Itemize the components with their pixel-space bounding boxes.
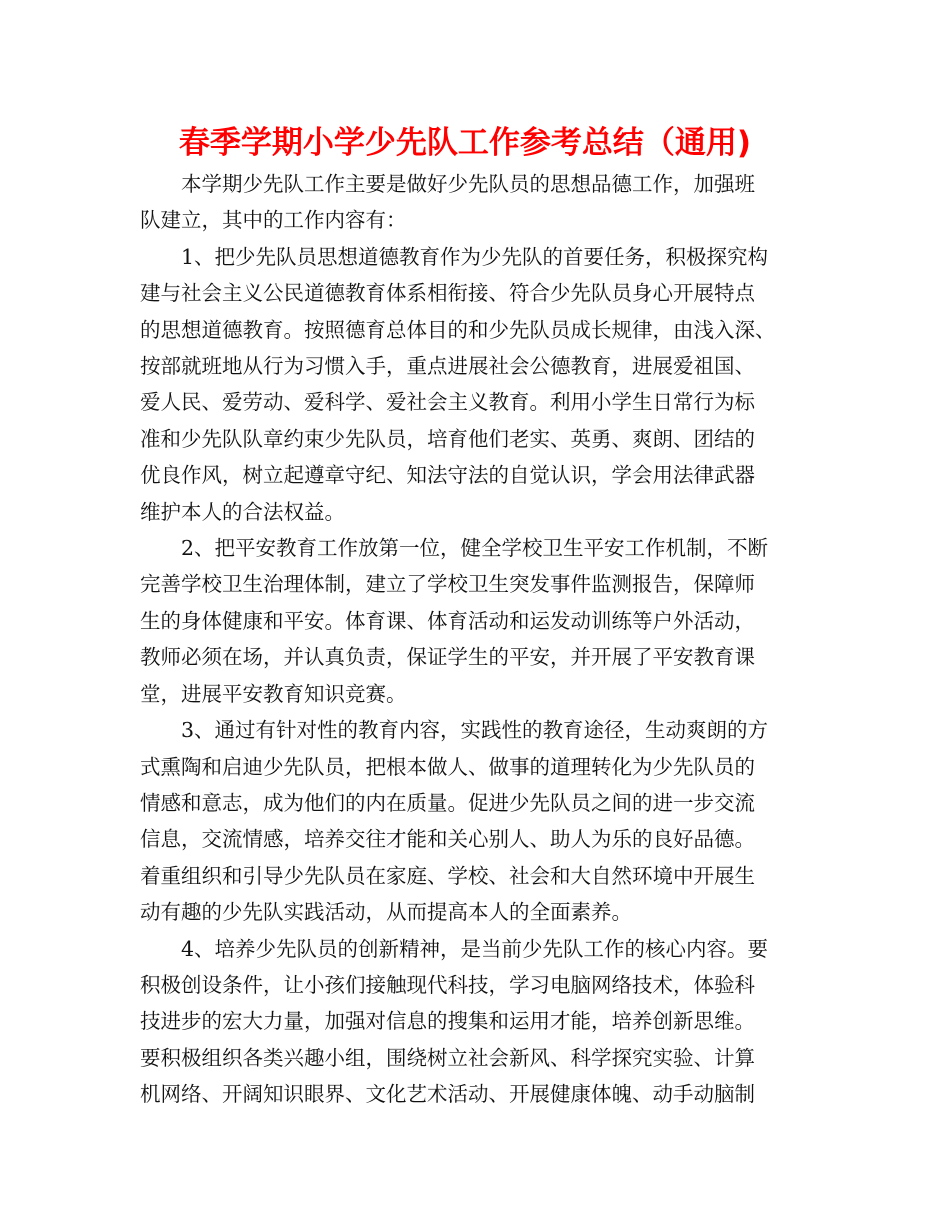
text-line: 动有趣的少先队实践活动，从而提高本人的全面素养。 [140, 900, 632, 925]
text-line: 准和少先队队章约束少先队员，培育他们老实、英勇、爽朗、团结的 [140, 426, 755, 451]
text-line: 堂，进展平安教育知识竞赛。 [140, 681, 407, 706]
text-line: 机网络、开阔知识眼界、文化艺术活动、开展健康体魄、动手动脑制 [140, 1082, 755, 1107]
text-line: 队建立，其中的工作内容有： [140, 208, 407, 233]
text-line: 爱人民、爱劳动、爱科学、爱社会主义教育。利用小学生日常行为标 [140, 390, 755, 415]
text-line: 要积极组织各类兴趣小组，围绕树立社会新风、科学探究实验、计算 [140, 1045, 755, 1070]
text-line: 2、把平安教育工作放第一位，健全学校卫生平安工作机制，不断 [181, 536, 769, 561]
paragraph-2 [140, 530, 830, 712]
text-line: 式熏陶和启迪少先队员，把根本做人、做事的道理转化为少先队员的 [140, 754, 755, 779]
text-line: 教师必须在场，并认真负责，保证学生的平安，并开展了平安教育课 [140, 645, 755, 670]
text-line: 1、把少先队员思想道德教育作为少先队的首要任务，积极探究构 [181, 244, 769, 269]
document-body [140, 166, 830, 1113]
paragraph-1 [140, 239, 830, 530]
text-line: 本学期少先队工作主要是做好少先队员的思想品德工作，加强班 [181, 172, 755, 196]
text-line: 的思想道德教育。按照德育总体目的和少先队员成长规律，由浅入深、 [140, 317, 776, 342]
paragraph-intro [140, 166, 830, 239]
text-line: 完善学校卫生治理体制，建立了学校卫生突发事件监测报告，保障师 [140, 572, 755, 597]
text-line: 按部就班地从行为习惯入手，重点进展社会公德教育，进展爱祖国、 [140, 354, 755, 379]
text-line: 情感和意志，成为他们的内在质量。促进少先队员之间的进一步交流 [140, 790, 755, 815]
paragraph-4 [140, 931, 830, 1113]
text-line: 建与社会主义公民道德教育体系相衔接、符合少先队员身心开展特点 [140, 281, 755, 306]
text-line: 优良作风，树立起遵章守纪、知法守法的自觉认识，学会用法律武器 [140, 463, 755, 488]
text-line: 4、培养少先队员的创新精神，是当前少先队工作的核心内容。要 [181, 936, 769, 961]
text-line: 生的身体健康和平安。体育课、体育活动和运发动训练等户外活动， [140, 608, 755, 633]
text-line: 技进步的宏大力量，加强对信息的搜集和运用才能，培养创新思维。 [140, 1009, 755, 1034]
paragraph-3 [140, 712, 830, 930]
text-line: 信息，交流情感，培养交往才能和关心别人、助人为乐的良好品德。 [140, 827, 755, 852]
text-line: 维护本人的合法权益。 [140, 499, 345, 524]
text-line: 着重组织和引导少先队员在家庭、学校、社会和大自然环境中开展生 [140, 863, 755, 888]
text-line: 3、通过有针对性的教育内容，实践性的教育途径，生动爽朗的方 [181, 718, 769, 743]
document-title: 春季学期小学少先队工作参考总结（通用) [178, 125, 752, 161]
text-line: 积极创设条件，让小孩们接触现代科技，学习电脑网络技术，体验科 [140, 972, 755, 997]
